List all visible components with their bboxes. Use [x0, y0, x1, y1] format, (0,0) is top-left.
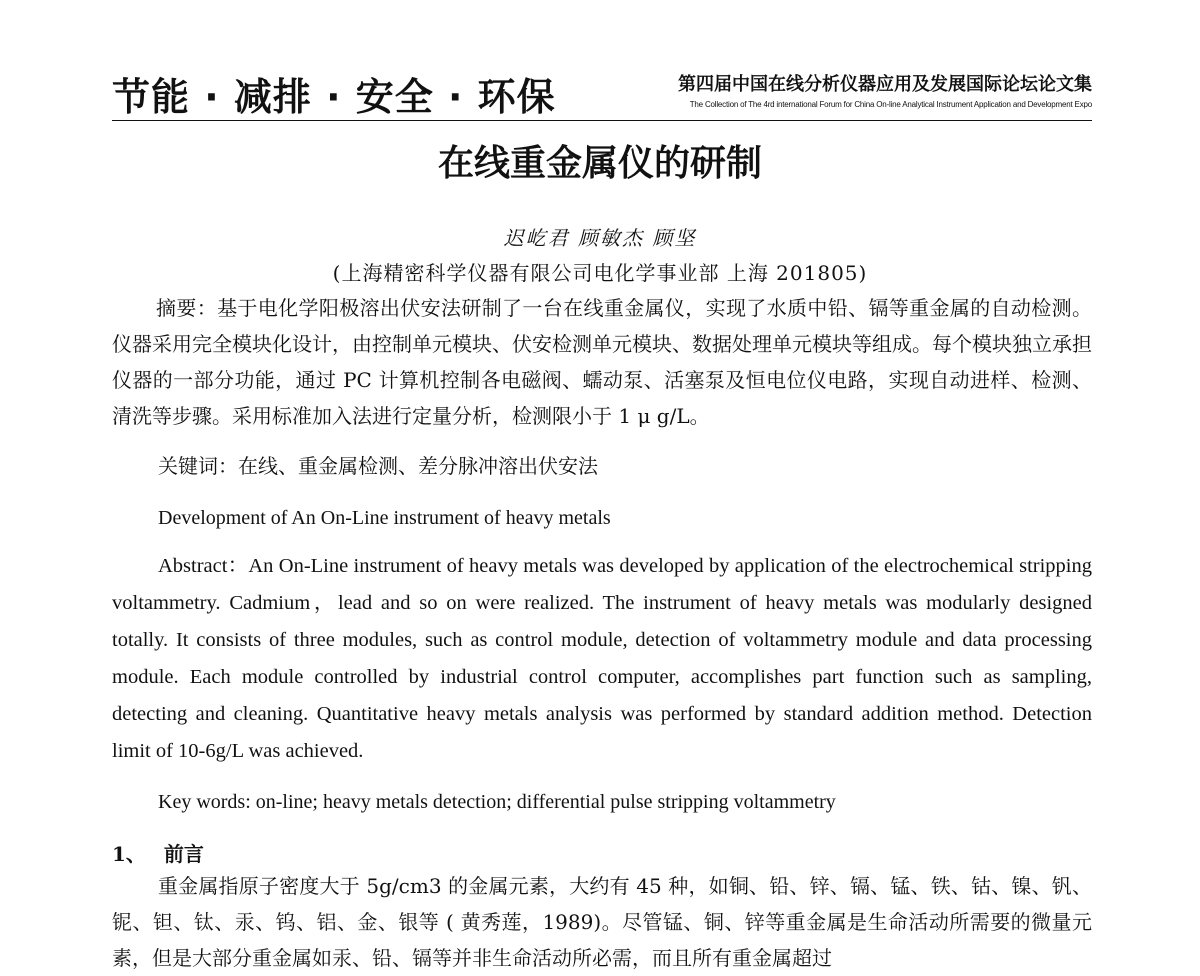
- section-title: 前言: [163, 842, 204, 866]
- keywords-en: Key words: on-line; heavy metals detection; differential pulse stripping voltammetry: [158, 791, 836, 813]
- header-rule: [112, 120, 1092, 121]
- intro-paragraph: 重金属指原子密度大于 5g/cm3 的金属元素，大约有 45 种，如铜、铅、锌、镉、锰、铁、钴、镍、钒、铌、钽、钛、汞、钨、铝、金、银等 ( 黄秀莲，1989)。尽管锰、铜、锌等重金属是生命活动所需要的微量元素，但是大部分重金属如汞、铅、镉等并非生命活动所必需，而且所有重金属超过: [112, 874, 1092, 970]
- paper-title: 在线重金属仪的研制: [437, 143, 762, 184]
- authors: 迟屹君 顾敏杰 顾坚: [503, 226, 697, 250]
- keywords-cn: 关键词：在线、重金属检测、差分脉冲溶出伏安法: [158, 454, 598, 478]
- affiliation: (上海精密科学仪器有限公司电化学事业部 上海 201805): [332, 261, 868, 285]
- proceedings-title-en: The Collection of The 4rd international Forum for China On-line Analytical Instrument Application and Development Expo: [689, 100, 1092, 109]
- section-number: 1、: [112, 842, 146, 866]
- abstract-en: Abstract：An On-Line instrument of heavy metals was developed by application of the electrochemical stripping voltammetry. Cadmium，lead and so on were realized. The instrument of heavy metals was modularly designed totally. It consists of three modules, such as control module, detection of voltammetry module and data processing module. Each module controlled by industrial control computer, accomplishes part function such as sampling, detecting and cleaning. Quantitative heavy metals analysis was performed by standard addition method. Detection limit of 10-6g/L was achieved.: [112, 555, 1092, 762]
- proceedings-title-cn: 第四届中国在线分析仪器应用及发展国际论坛论文集: [678, 74, 1092, 95]
- title-en: Development of An On-Line instrument of heavy metals: [158, 507, 611, 529]
- page-header: [112, 62, 1092, 120]
- series-brand: 节能 · 减排 · 安全 · 环保: [112, 75, 556, 119]
- section-heading: [112, 836, 512, 872]
- abstract-cn: 摘要：基于电化学阳极溶出伏安法研制了一台在线重金属仪，实现了水质中铅、镉等重金属的自动检测。仪器采用完全模块化设计，由控制单元模块、伏安检测单元模块、数据处理单元模块等组成。每个模块独立承担仪器的一部分功能，通过 PC 计算机控制各电磁阀、蠕动泵、活塞泵及恒电位仪电路，实现自动进样、检测、清洗等步骤。采用标准加入法进行定量分析，检测限小于 1 μ g/L。: [112, 296, 1092, 428]
